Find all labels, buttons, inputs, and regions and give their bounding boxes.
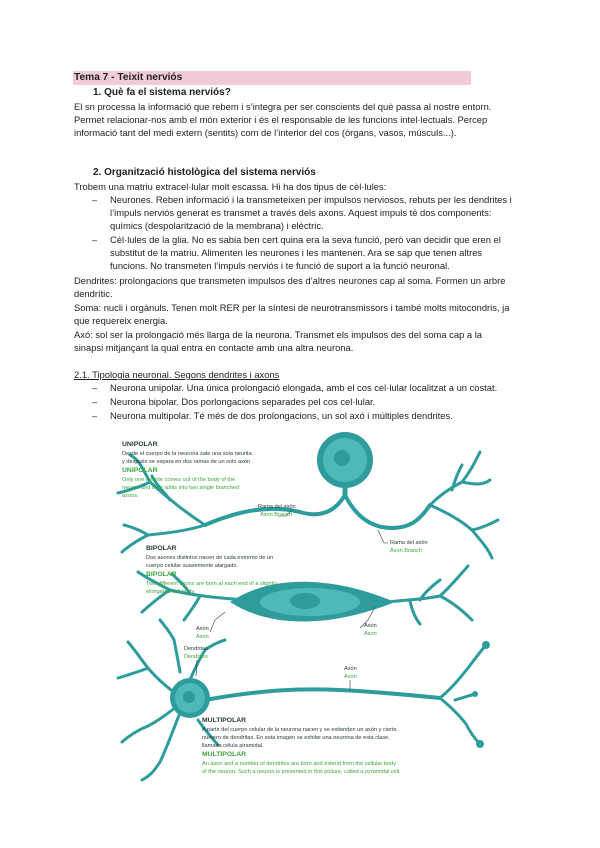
multipolar-nucleus xyxy=(183,691,195,703)
bullet-glia-line: funcions. No transmeten l’impuls nerviós i te funció de suport a la funció neuronal. xyxy=(110,260,450,271)
dendrites-label-es: Dendritas xyxy=(184,646,208,652)
multipolar-desc-es: número de dendritas. En esta imagen se exhibe una neurona de esta clase, xyxy=(202,735,390,741)
bipolar-title-es: BIPOLAR xyxy=(146,545,177,552)
bullet-unipolar: Neurona unipolar. Una única prolongació elongada, amb el cos cel·lular localitzat a un costat. xyxy=(110,382,498,393)
definition-line: Axó: sol ser la prolongació més llarga de la neurona. Transmet els impulsos des del soma cap a la xyxy=(74,329,483,340)
axon-label-en: Axon xyxy=(196,634,209,640)
axon-branch-label-es: Rama del axón xyxy=(390,540,428,546)
section-1-line: El sn processa la informació que rebem i s’integra per ser conscients del què passa al nostre entorn. xyxy=(74,101,492,112)
section-1-line: informació tant del medi extern (sentits) com de l’interior del cos (òrgans, vasos, músculs...). xyxy=(74,127,457,138)
unipolar-desc-es: y después se separa en dos ramas de un solo axón xyxy=(122,459,251,465)
page-title: Tema 7 - Teixit nerviós xyxy=(74,72,183,83)
axon-label-es: Axón xyxy=(196,626,209,632)
subsection-heading: 2.1. Tipologia neuronal. Segons dendrites i axons xyxy=(74,369,280,380)
multipolar-title-es: MULTIPOLAR xyxy=(202,717,247,724)
axon-label-es: Axón xyxy=(364,623,377,629)
multipolar-desc-es: A partir del cuerpo celular de la neurona nacen y se extienden un axón y cierto xyxy=(202,727,397,733)
bipolar-desc-es: Dos axones distintos nacen de cada extremo de un xyxy=(146,555,274,561)
bipolar-desc-es: cuerpo celular suavemente alargado. xyxy=(146,563,239,569)
section-1-line: Permet relacionar-nos amb el món exterior i és el responsable de les funcions intel·lectuals. Percep xyxy=(74,114,488,125)
bullet-glia-line: substitut de la matriu. Alimenten les neurones i les mantenen. Ara se sap que tenen altres xyxy=(110,247,483,258)
multipolar-desc-es: llamada célula piramidal. xyxy=(202,743,264,749)
definition-line: que requereix energia. xyxy=(74,315,168,326)
unipolar-right-dendrites xyxy=(430,452,498,558)
unipolar-desc-en: Only one neurite comes out of the body of the xyxy=(122,477,236,483)
multipolar-title-en: MULTIPOLAR xyxy=(202,751,247,758)
multipolar-desc-en: of the neuron. Such a neuron is presented in this picture, called a pyramidal cell. xyxy=(202,769,401,775)
bullet-dash: – xyxy=(92,382,98,393)
axon-label-en: Axon xyxy=(344,674,357,680)
axon-branch-label-en: Axon Branch xyxy=(390,548,423,554)
unipolar-desc-en: axons. xyxy=(122,493,139,499)
section-1-heading: 1. Què fa el sistema nerviós? xyxy=(93,87,231,98)
unipolar-nucleus xyxy=(334,450,350,466)
dendrites-label-en: Dendrites xyxy=(184,654,208,660)
bullet-dash: – xyxy=(92,410,98,421)
definition-line: Soma: nucli i orgànuls. Tenen molt RER per la síntesi de neurotransmissors i també molts mitocondris, ja xyxy=(74,302,510,313)
unipolar-desc-es: Desde el cuerpo de la neurona sale una sola neurita xyxy=(122,451,252,457)
axon-branch-label-es: Rama del axón xyxy=(258,504,296,510)
multipolar-axon xyxy=(205,689,440,700)
bullet-dash: – xyxy=(92,234,98,245)
section-2-heading: 2. Organització histològica del sistema nerviós xyxy=(93,167,316,178)
definition-line: sinapsi mitjançant la qual entra en contacte amb una altra neurona. xyxy=(74,342,354,353)
unipolar-axon-branch xyxy=(345,495,430,528)
definition-line: Dendrites: prolongacions que transmeten impulsos des d’altres neurones cap al soma. Formen un arbre xyxy=(74,275,506,286)
bullet-neurones-line: químics (despolarització de la membrana) i elèctric. xyxy=(110,220,324,231)
bipolar-desc-en: Two different axons are born at each end of a slightly xyxy=(146,581,278,587)
bullet-neurones-line: Neurones. Reben informació i la transmeteixen per impulsos nerviosos, rebuts per les dendrites i xyxy=(110,194,512,205)
bullet-dash: – xyxy=(92,396,98,407)
bipolar-desc-en: elongated cell body. xyxy=(146,589,196,595)
bullet-dash: – xyxy=(92,194,98,205)
bullet-neurones-line: l’impuls nerviós generat es transmet a través dels axons. Aquest impuls té dos components: xyxy=(110,207,492,218)
unipolar-desc-en: neuron and then splits into two single branched xyxy=(122,485,239,491)
definition-line: dendrític. xyxy=(74,288,113,299)
unipolar-axon xyxy=(205,495,345,525)
bullet-glia-line: Cèl·lules de la glia. No es sabia ben cert quina era la seva funció, però van decidir que eren el xyxy=(110,234,501,245)
bipolar-title-en: BIPOLAR xyxy=(146,571,177,578)
unipolar-title-es: UNIPOLAR xyxy=(122,441,158,448)
unipolar-title-en: UNIPOLAR xyxy=(122,467,158,474)
bullet-bipolar: Neurona bipolar. Dos porlongacions separades pel cos cel·lular. xyxy=(110,396,376,407)
section-2-intro: Trobem una matriu extracel·lular molt escassa. Hi ha dos tipus de cèl·lules: xyxy=(74,181,387,192)
axon-branch-label-en: Axon Branch xyxy=(260,512,293,518)
bullet-multipolar: Neurona multipolar. Té més de dos prolongacions, un sol axó i múltiples dendrites. xyxy=(110,410,453,421)
multipolar-desc-en: An axon and a number of dendrites are born and extend from the cellular body xyxy=(202,761,397,767)
axon-label-es: Axón xyxy=(344,666,357,672)
bipolar-nucleus xyxy=(290,593,320,609)
axon-label-en: Axon xyxy=(364,631,377,637)
